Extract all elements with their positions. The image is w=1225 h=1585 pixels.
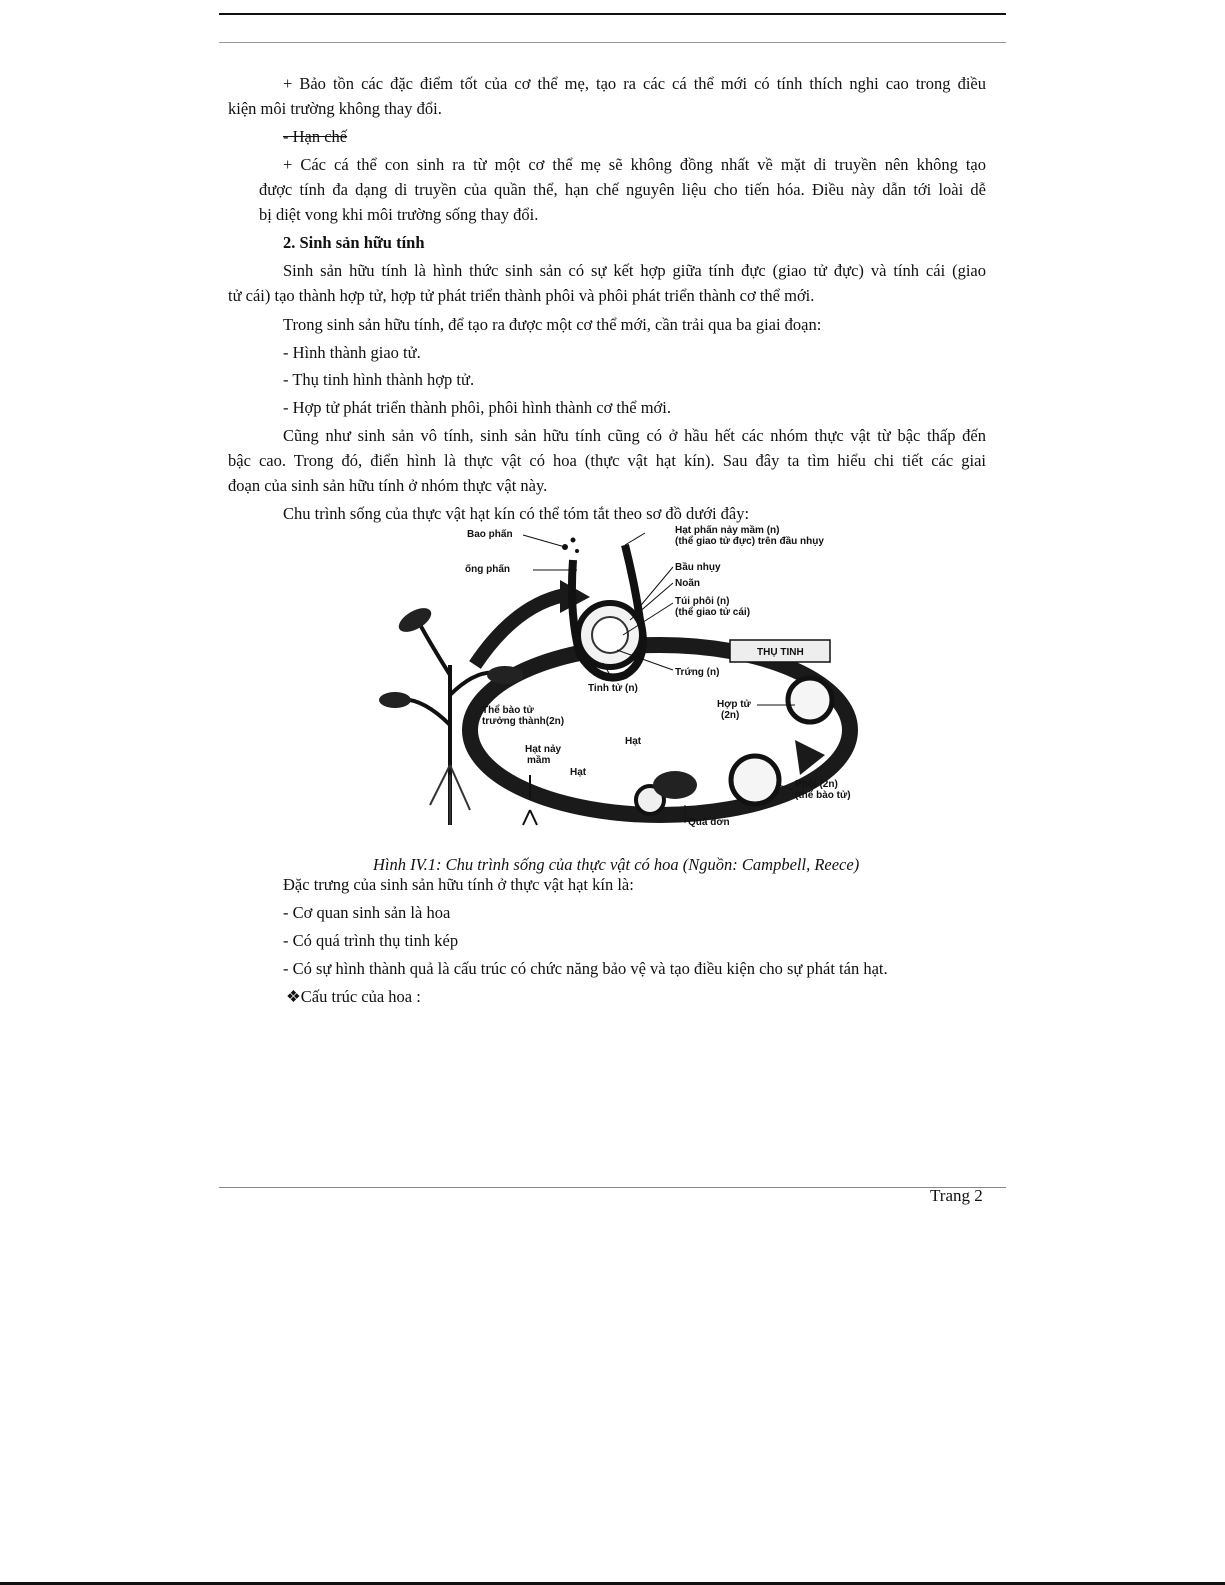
label-hat-upper: Hạt — [625, 736, 642, 747]
subheading-cau-truc: ❖Cấu trúc của hoa : — [286, 987, 421, 1006]
label-hat-lower: Hạt — [570, 767, 587, 778]
paragraph-line: Sinh sản hữu tính là hình thức sinh sản có sự kết hợp giữa tính đực (giao tử đực) và tính cái (giao — [283, 261, 986, 280]
label-thu-tinh: THỤ TINH — [757, 647, 804, 658]
label-hat-nay-mam-2: mầm — [527, 755, 551, 766]
pollen-grain — [575, 549, 579, 553]
header-rule — [219, 13, 1006, 15]
header-rule-thin — [219, 42, 1006, 43]
paragraph-line: kiện môi trường không thay đổi. — [228, 99, 442, 118]
paragraph-line: Cũng như sinh sản vô tính, sinh sản hữu tính cũng có ở hầu hết các nhóm thực vật từ bậc thấp đến — [283, 426, 986, 445]
list-item: - Có quá trình thụ tinh kép — [283, 931, 459, 950]
label-phoi-2: (thể bào tử) — [795, 790, 851, 801]
paragraph-line: Chu trình sống của thực vật hạt kín có thể tóm tắt theo sơ đồ dưới đây: — [283, 504, 750, 523]
paragraph-line: đoạn của sinh sản hữu tính ở nhóm thực vật này. — [228, 476, 548, 495]
label-bau-nhuy: Bầu nhụy — [675, 562, 721, 573]
label-trung: Trứng (n) — [675, 667, 720, 678]
list-item: - Hợp tử phát triển thành phôi, phôi hình thành cơ thể mới. — [283, 398, 671, 417]
page-number: Trang 2 — [930, 1186, 983, 1205]
zygote-stage — [788, 678, 832, 722]
paragraph-line: + Bảo tồn các đặc điểm tốt của cơ thể mẹ, tạo ra các cá thể mới có tính thích nghi cao trong điều — [283, 74, 986, 93]
label-hat-phan: Hạt phấn nảy mầm (n) — [675, 525, 780, 536]
label-phoi: Phôi (2n) — [795, 779, 838, 790]
label-ong-phan: ống phấn — [465, 564, 510, 575]
paragraph-line: bị diệt vong khi môi trường sống thay đổi. — [259, 205, 539, 224]
list-item: - Thụ tinh hình thành hợp tử. — [283, 370, 475, 389]
section-heading: 2. Sinh sản hữu tính — [283, 233, 425, 252]
label-hop-tu: Hợp tử — [717, 699, 751, 710]
label-tinh-tu: Tinh tử (n) — [588, 683, 638, 694]
label-qua-don: Quả đơn — [688, 817, 730, 828]
label-noan: Noãn — [675, 578, 700, 589]
life-cycle-figure — [355, 525, 910, 840]
label-hop-tu-2: (2n) — [721, 710, 740, 721]
list-item: - Có sự hình thành quả là cấu trúc có chức năng bảo vệ và tạo điều kiện cho sự phát tán hạt. — [283, 959, 888, 978]
leaf — [395, 603, 435, 637]
paragraph-line: Trong sinh sản hữu tính, để tạo ra được một cơ thể mới, cần trải qua ba giai đoạn: — [283, 315, 822, 334]
leaf — [487, 666, 523, 684]
footer-rule — [219, 1187, 1006, 1188]
paragraph-line: được tính đa dạng di truyền của quần thể, hạn chế nguyên liệu cho tiến hóa. Điều này dẫn tới loài dễ — [259, 180, 986, 199]
subheading-han-che: - Hạn chế — [283, 127, 348, 146]
list-item: - Cơ quan sinh sản là hoa — [283, 903, 451, 922]
paragraph-line: tử cái) tạo thành hợp tử, hợp tử phát triển thành phôi và phôi phát triển thành cơ thể mới. — [228, 286, 815, 305]
label-hat-nay-mam: Hạt nảy — [525, 744, 562, 755]
pollen-grain — [571, 538, 576, 543]
label-tui-phoi-2: (thể giao tử cái) — [675, 607, 751, 618]
label-bao-phan: Bao phấn — [467, 529, 513, 540]
figure-caption: Hình IV.1: Chu trình sống của thực vật có hoa (Nguồn: Campbell, Reece) — [373, 855, 860, 874]
paragraph-line: + Các cá thể con sinh ra từ một cơ thể mẹ sẽ không đồng nhất về mặt di truyền nên không tạo — [283, 155, 986, 174]
list-item: - Hình thành giao tử. — [283, 343, 421, 362]
label-tui-phoi: Túi phôi (n) — [675, 596, 730, 607]
leaf — [379, 692, 411, 708]
fruit-stage — [653, 771, 697, 799]
paragraph-line: bậc cao. Trong đó, điển hình là thực vật có hoa (thực vật hạt kín). Sau đây ta tìm hiểu chi tiết các giai — [228, 451, 986, 470]
embryo-stage — [731, 756, 779, 804]
label-hat-phan-2: (thể giao tử đực) trên đầu nhụy — [675, 536, 824, 547]
paragraph-line: Đặc trưng của sinh sản hữu tính ở thực vật hạt kín là: — [283, 875, 634, 894]
label-the-bao-tu-2: trưởng thành(2n) — [482, 716, 565, 727]
label-the-bao-tu: Thể bào tử — [482, 705, 534, 716]
ovule — [592, 617, 628, 653]
